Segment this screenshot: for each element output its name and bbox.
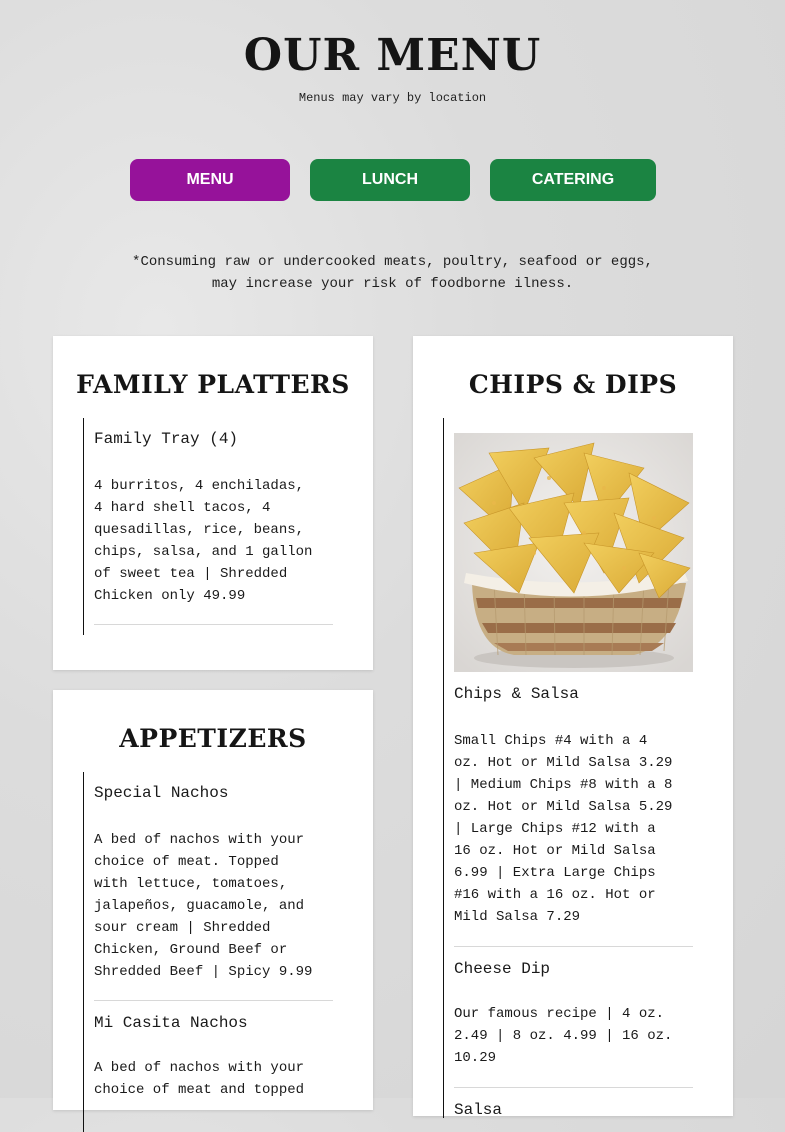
menu-item-list	[83, 418, 333, 635]
menu-item	[94, 772, 333, 1001]
tortilla-chips-basket-image	[454, 433, 693, 672]
page-subtitle: Menus may vary by location	[298, 91, 487, 105]
section-title: APPETIZERS	[119, 724, 307, 753]
menu-item	[94, 1001, 333, 1101]
item-divider	[94, 624, 333, 625]
page-title: OUR MENU	[243, 30, 542, 81]
menu-item-description: 4 burritos, 4 enchiladas, 4 hard shell tacos, 4 quesadillas, rice, beans, chips, salsa, and 1 gallon of sweet tea | Shredded Chicken only 49.99	[94, 478, 313, 604]
menu-item-name: Mi Casita Nachos	[94, 1014, 248, 1032]
menu-item-name: Family Tray (4)	[94, 430, 239, 448]
menu-item-description: A bed of nachos with your choice of meat and topped	[94, 1060, 305, 1098]
tab-lunch[interactable]: LUNCH	[310, 159, 470, 201]
menu-item-list	[83, 772, 333, 1132]
menu-item-name: Salsa	[454, 1101, 503, 1119]
menu-item-list	[443, 418, 693, 1118]
food-safety-notice: *Consuming raw or undercooked meats, poultry, seafood or eggs, may increase your risk of foodborne ilness.	[132, 254, 653, 292]
menu-item-name: Special Nachos	[94, 784, 229, 802]
tab-menu[interactable]: MENU	[130, 159, 290, 201]
menu-item-name: Cheese Dip	[454, 960, 551, 978]
menu-item-description: Small Chips #4 with a 4 oz. Hot or Mild Salsa 3.29 | Medium Chips #8 with a 8 oz. Hot or Mild Salsa 5.29 | Large Chips #12 with a 16 oz. Hot or Mild Salsa 6.99 | Extra Large Chips #16 with a 16 oz. Hot or Mild Salsa 7.29	[454, 733, 673, 925]
menu-item	[454, 947, 693, 1088]
section-title: CHIPS & DIPS	[468, 370, 678, 399]
family-platters-card	[53, 336, 373, 670]
section-title: FAMILY PLATTERS	[76, 370, 350, 399]
menu-item	[94, 418, 333, 625]
menu-item-description: Our famous recipe | 4 oz. 2.49 | 8 oz. 4.99 | 16 oz. 10.29	[454, 1006, 673, 1066]
menu-item-name: Chips & Salsa	[454, 685, 579, 703]
menu-item-description: A bed of nachos with your choice of meat. Topped with lettuce, tomatoes, jalapeños, guacamole, and sour cream | Shredded Chicken, Ground Beef or Shredded Beef | Spicy 9.99	[94, 832, 313, 980]
menu-item	[454, 672, 693, 947]
chips-dips-card	[413, 336, 733, 1119]
menu-item	[454, 1088, 693, 1121]
appetizers-card	[53, 690, 373, 1110]
tab-catering[interactable]: CATERING	[490, 159, 656, 201]
